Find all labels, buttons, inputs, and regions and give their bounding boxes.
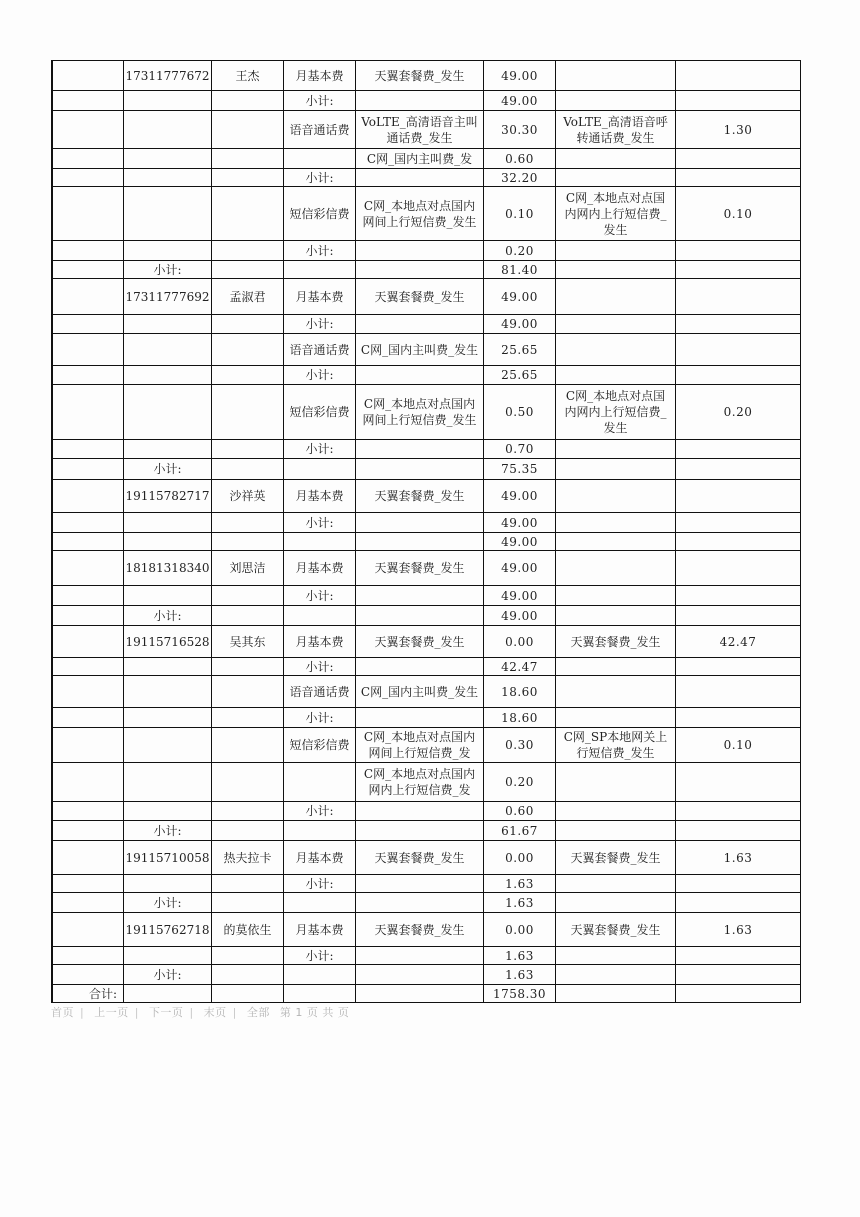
cell-amount-2 <box>676 169 800 186</box>
cell-fee-category: 小计: <box>305 515 334 530</box>
cell-customer-name <box>212 261 283 278</box>
cell-phone-number <box>124 513 211 532</box>
cell-total-label <box>54 440 123 458</box>
cell-fee-item-2 <box>556 513 675 532</box>
cell-amount: 0.30 <box>505 738 534 752</box>
cell-amount-2: 0.20 <box>723 405 753 419</box>
cell-total-label <box>54 708 123 727</box>
cell-amount: 0.00 <box>505 634 534 649</box>
cell-total-label <box>54 149 123 168</box>
cell-amount: 49.00 <box>501 515 538 530</box>
cell-fee-item-2 <box>556 241 675 260</box>
cell-customer-name <box>212 586 283 605</box>
cell-customer-name <box>212 366 283 384</box>
cell-total-label <box>54 241 123 260</box>
cell-amount-2 <box>676 480 800 512</box>
cell-fee-item <box>356 947 483 964</box>
cell-fee-category: 小计: <box>305 876 334 891</box>
cell-phone-number <box>124 676 211 707</box>
cell-amount: 25.65 <box>501 342 538 357</box>
cell-total-label <box>54 728 123 762</box>
cell-total-label <box>54 480 123 512</box>
cell-customer-name <box>212 187 283 240</box>
pagination: 首页 | 上一页 | 下一页 | 末页 | 全部 第 1 页 共 页 <box>51 1006 350 1019</box>
cell-amount: 0.00 <box>505 850 534 865</box>
cell-customer-name <box>212 334 283 365</box>
cell-amount-2 <box>676 708 800 727</box>
cell-fee-item: C网_本地点对点国内网间上行短信费_发 <box>363 730 476 760</box>
cell-fee-category <box>284 606 355 625</box>
cell-customer-name <box>212 315 283 333</box>
cell-fee-item: 天翼套餐费_发生 <box>374 634 465 649</box>
cell-fee-item <box>356 606 483 625</box>
cell-fee-item <box>356 440 483 458</box>
cell-fee-item <box>356 459 483 479</box>
cell-customer-name: 吴其东 <box>229 634 266 649</box>
cell-fee-item-2 <box>556 533 675 550</box>
cell-amount-2 <box>676 459 800 479</box>
cell-fee-item <box>356 586 483 605</box>
cell-phone-number: 小计: <box>153 608 182 623</box>
cell-fee-category: 月基本费 <box>295 489 344 503</box>
cell-amount-2 <box>676 802 800 820</box>
cell-customer-name <box>212 875 283 892</box>
cell-amount: 0.20 <box>505 775 534 789</box>
cell-customer-name: 热夫拉卡 <box>223 850 272 865</box>
cell-total-label <box>54 913 123 946</box>
cell-fee-item-2 <box>556 658 675 675</box>
cell-phone-number: 19115762718 <box>125 922 210 937</box>
cell-fee-category: 语音通话费 <box>289 684 350 699</box>
cell-amount-2 <box>676 676 800 707</box>
cell-customer-name <box>212 893 283 912</box>
cell-fee-category: 小计: <box>305 948 334 963</box>
cell-amount-2 <box>676 315 800 333</box>
last-page-link[interactable]: 末页 <box>203 1006 227 1019</box>
cell-fee-item-2 <box>556 947 675 964</box>
cell-total-label <box>54 821 123 840</box>
cell-phone-number <box>124 334 211 365</box>
cell-fee-item: 天翼套餐费_发生 <box>374 68 465 83</box>
cell-amount-2 <box>676 61 800 90</box>
cell-phone-number <box>124 366 211 384</box>
cell-customer-name <box>212 149 283 168</box>
cell-fee-category: 小计: <box>305 588 334 603</box>
cell-amount-2 <box>676 947 800 964</box>
cell-fee-category: 月基本费 <box>295 850 344 865</box>
cell-fee-item-2 <box>556 61 675 90</box>
grid-vline <box>800 60 801 1003</box>
cell-amount: 1.63 <box>505 948 534 963</box>
cell-customer-name: 刘思洁 <box>229 561 266 575</box>
cell-amount: 1.63 <box>505 895 534 910</box>
cell-phone-number <box>124 802 211 820</box>
cell-fee-item <box>356 965 483 984</box>
cell-fee-category: 语音通话费 <box>289 122 350 137</box>
cell-amount-2: 1.63 <box>723 850 753 865</box>
cell-amount-2: 1.63 <box>723 922 753 937</box>
cell-amount-2: 0.10 <box>723 738 753 752</box>
cell-fee-item-2 <box>556 676 675 707</box>
cell-customer-name <box>212 985 283 1002</box>
cell-amount-2: 1.30 <box>723 122 753 137</box>
cell-total-label <box>54 802 123 820</box>
cell-customer-name <box>212 947 283 964</box>
cell-amount: 1758.30 <box>492 986 547 1001</box>
cell-fee-item-2: 天翼套餐费_发生 <box>570 634 661 649</box>
cell-amount: 81.40 <box>501 262 538 277</box>
cell-fee-item <box>356 708 483 727</box>
cell-phone-number <box>124 241 211 260</box>
cell-fee-item-2 <box>556 708 675 727</box>
cell-fee-item-2 <box>556 893 675 912</box>
cell-phone-number: 小计: <box>153 462 182 476</box>
cell-phone-number <box>124 440 211 458</box>
cell-amount: 18.60 <box>501 710 538 725</box>
cell-fee-item <box>356 802 483 820</box>
cell-fee-category: 语音通话费 <box>289 342 350 357</box>
cell-phone-number <box>124 728 211 762</box>
cell-phone-number: 19115716528 <box>125 634 210 649</box>
cell-fee-item <box>356 91 483 110</box>
cell-fee-category <box>284 893 355 912</box>
cell-fee-item: 天翼套餐费_发生 <box>374 850 465 865</box>
cell-fee-item-2 <box>556 279 675 314</box>
cell-amount-2 <box>676 821 800 840</box>
cell-amount-2 <box>676 965 800 984</box>
cell-amount-2 <box>676 533 800 550</box>
cell-fee-category <box>284 965 355 984</box>
cell-amount-2: 0.10 <box>723 206 753 221</box>
grid-vline <box>51 60 53 1003</box>
cell-amount-2 <box>676 606 800 625</box>
cell-fee-item <box>356 315 483 333</box>
grid-hline <box>51 1002 801 1003</box>
cell-phone-number <box>124 533 211 550</box>
cell-total-label <box>54 676 123 707</box>
cell-phone-number <box>124 763 211 801</box>
cell-customer-name <box>212 821 283 840</box>
cell-amount-2 <box>676 586 800 605</box>
cell-amount: 1.63 <box>505 967 534 982</box>
cell-phone-number <box>124 149 211 168</box>
cell-total-label <box>54 763 123 801</box>
cell-phone-number: 小计: <box>153 895 182 910</box>
cell-fee-category <box>284 149 355 168</box>
cell-fee-item: C网_国内主叫费_发生 <box>360 342 479 357</box>
cell-fee-category: 小计: <box>305 368 334 382</box>
cell-customer-name <box>212 385 283 439</box>
cell-amount-2 <box>676 440 800 458</box>
cell-fee-item <box>356 893 483 912</box>
cell-fee-item: C网_本地点对点国内网内上行短信费_发 <box>363 767 476 797</box>
cell-total-label <box>54 366 123 384</box>
cell-fee-category <box>284 763 355 801</box>
cell-total-label <box>54 533 123 550</box>
cell-phone-number: 19115710058 <box>125 850 210 865</box>
cell-fee-category: 月基本费 <box>295 289 344 304</box>
cell-fee-item-2 <box>556 149 675 168</box>
cell-amount: 49.00 <box>501 289 538 304</box>
cell-fee-item <box>356 366 483 384</box>
cell-customer-name <box>212 606 283 625</box>
cell-amount: 49.00 <box>501 68 538 83</box>
cell-total-label <box>54 947 123 964</box>
cell-phone-number: 18181318340 <box>125 561 210 575</box>
cell-phone-number <box>124 187 211 240</box>
cell-amount-2 <box>676 149 800 168</box>
cell-fee-item-2 <box>556 551 675 585</box>
cell-amount: 49.00 <box>501 93 538 108</box>
cell-fee-category: 小计: <box>305 93 334 108</box>
cell-fee-category <box>284 459 355 479</box>
cell-fee-item <box>356 821 483 840</box>
cell-total-label <box>54 459 123 479</box>
cell-fee-item <box>356 241 483 260</box>
cell-fee-category: 短信彩信费 <box>289 206 350 221</box>
cell-fee-item <box>356 985 483 1002</box>
cell-amount-2 <box>676 261 800 278</box>
cell-amount: 18.60 <box>501 684 538 699</box>
cell-fee-category: 小计: <box>305 317 334 331</box>
cell-amount: 0.70 <box>505 442 534 456</box>
cell-fee-item-2: 天翼套餐费_发生 <box>570 850 661 865</box>
cell-fee-category: 小计: <box>305 170 334 185</box>
cell-fee-item-2 <box>556 91 675 110</box>
cell-fee-item-2 <box>556 875 675 892</box>
cell-total-label <box>54 875 123 892</box>
cell-phone-number <box>124 708 211 727</box>
cell-phone-number <box>124 111 211 148</box>
cell-customer-name <box>212 676 283 707</box>
cell-amount-2 <box>676 893 800 912</box>
cell-amount-2 <box>676 875 800 892</box>
cell-amount-2 <box>676 985 800 1002</box>
cell-phone-number <box>124 658 211 675</box>
cell-fee-item: C网_本地点对点国内网间上行短信费_发生 <box>362 198 477 229</box>
cell-amount-2 <box>676 513 800 532</box>
cell-customer-name <box>212 728 283 762</box>
cell-customer-name: 沙祥英 <box>229 489 266 503</box>
cell-total-label <box>54 626 123 657</box>
cell-amount: 0.60 <box>505 804 534 818</box>
cell-customer-name <box>212 763 283 801</box>
cell-fee-category: 小计: <box>305 710 334 725</box>
cell-fee-category: 小计: <box>305 659 334 674</box>
cell-fee-item-2 <box>556 965 675 984</box>
cell-total-label <box>54 551 123 585</box>
cell-total-label <box>54 606 123 625</box>
cell-amount: 75.35 <box>501 462 538 476</box>
cell-phone-number: 17311777692 <box>125 289 210 304</box>
cell-phone-number <box>124 169 211 186</box>
cell-amount: 49.00 <box>501 608 538 623</box>
cell-phone-number <box>124 947 211 964</box>
cell-amount: 49.00 <box>501 534 538 549</box>
cell-fee-category: 月基本费 <box>295 68 344 83</box>
prev-page-link[interactable]: 上一页 <box>94 1006 129 1019</box>
cell-customer-name: 的莫依生 <box>223 922 272 937</box>
cell-phone-number: 小计: <box>153 967 182 982</box>
cell-amount-2 <box>676 241 800 260</box>
cell-total-label <box>54 279 123 314</box>
cell-fee-item: VoLTE_高清语音主叫通话费_发生 <box>361 114 478 145</box>
cell-amount: 49.00 <box>501 561 538 575</box>
cell-fee-item <box>356 513 483 532</box>
cell-amount-2 <box>676 334 800 365</box>
cell-fee-category <box>284 261 355 278</box>
cell-amount-2: 42.47 <box>719 634 757 649</box>
cell-total-label <box>54 315 123 333</box>
cell-total-label <box>54 187 123 240</box>
cell-amount-2 <box>676 279 800 314</box>
cell-total-label <box>54 513 123 532</box>
cell-amount: 61.67 <box>501 823 538 838</box>
cell-total-label <box>54 586 123 605</box>
cell-total-label <box>54 111 123 148</box>
cell-fee-item-2 <box>556 440 675 458</box>
cell-fee-item-2: C网_SP本地网关上行短信费_发生 <box>563 730 668 760</box>
cell-fee-item-2 <box>556 606 675 625</box>
cell-customer-name <box>212 91 283 110</box>
cell-fee-item-2 <box>556 261 675 278</box>
cell-amount: 1.63 <box>505 876 534 891</box>
cell-fee-category: 小计: <box>305 243 334 258</box>
cell-total-label <box>54 261 123 278</box>
cell-fee-item-2 <box>556 586 675 605</box>
cell-phone-number <box>124 586 211 605</box>
cell-amount: 42.47 <box>501 659 538 674</box>
cell-customer-name <box>212 111 283 148</box>
cell-amount: 25.65 <box>501 368 538 382</box>
cell-amount: 0.20 <box>505 243 534 258</box>
cell-customer-name <box>212 169 283 186</box>
cell-fee-item-2: 天翼套餐费_发生 <box>570 922 661 937</box>
cell-fee-category: 月基本费 <box>295 922 344 937</box>
cell-customer-name <box>212 658 283 675</box>
cell-fee-category <box>284 821 355 840</box>
cell-fee-item: 天翼套餐费_发生 <box>374 489 465 503</box>
cell-fee-category: 短信彩信费 <box>289 405 350 419</box>
cell-fee-category: 月基本费 <box>295 561 344 575</box>
cell-total-label <box>54 893 123 912</box>
cell-fee-item <box>356 533 483 550</box>
cell-amount: 0.10 <box>505 206 534 221</box>
cell-customer-name <box>212 459 283 479</box>
cell-phone-number: 小计: <box>153 823 182 838</box>
cell-amount-2 <box>676 658 800 675</box>
cell-fee-item-2 <box>556 366 675 384</box>
cell-amount-2 <box>676 763 800 801</box>
cell-amount-2 <box>676 366 800 384</box>
cell-fee-category <box>284 533 355 550</box>
cell-fee-item: 天翼套餐费_发生 <box>374 922 465 937</box>
cell-total-label <box>54 841 123 874</box>
cell-fee-item: C网_国内主叫费_发生 <box>360 684 479 699</box>
cell-phone-number <box>124 385 211 439</box>
cell-fee-item: 天翼套餐费_发生 <box>374 561 465 575</box>
cell-fee-item-2: C网_本地点对点国内网内上行短信费_发生 <box>564 389 667 435</box>
cell-amount-2 <box>676 91 800 110</box>
cell-amount: 30.30 <box>501 122 538 137</box>
cell-amount-2 <box>676 551 800 585</box>
cell-fee-category: 小计: <box>305 442 334 456</box>
cell-customer-name <box>212 241 283 260</box>
cell-total-label <box>54 385 123 439</box>
cell-fee-item <box>356 658 483 675</box>
cell-customer-name <box>212 802 283 820</box>
cell-fee-item-2 <box>556 821 675 840</box>
cell-phone-number <box>124 985 211 1002</box>
cell-customer-name: 王杰 <box>235 68 260 83</box>
cell-fee-item-2 <box>556 315 675 333</box>
cell-phone-number <box>124 875 211 892</box>
next-page-link[interactable]: 下一页 <box>148 1006 184 1019</box>
cell-total-label <box>54 91 123 110</box>
cell-customer-name <box>212 513 283 532</box>
cell-fee-category: 月基本费 <box>295 634 344 649</box>
cell-fee-item-2 <box>556 480 675 512</box>
cell-fee-item: C网_本地点对点国内网间上行短信费_发生 <box>362 397 477 427</box>
cell-fee-item-2 <box>556 169 675 186</box>
cell-amount: 49.00 <box>501 317 538 331</box>
cell-amount: 49.00 <box>501 489 538 503</box>
cell-phone-number: 17311777672 <box>125 68 210 83</box>
cell-total-label <box>54 658 123 675</box>
cell-customer-name <box>212 440 283 458</box>
cell-fee-item: C网_国内主叫费_发 <box>366 151 473 166</box>
cell-total-label <box>54 334 123 365</box>
cell-fee-item-2 <box>556 763 675 801</box>
cell-fee-item-2 <box>556 985 675 1002</box>
cell-amount: 0.50 <box>505 405 534 419</box>
cell-amount: 0.60 <box>505 151 534 166</box>
page-info: 第 1 页 共 页 <box>279 1006 350 1019</box>
cell-customer-name <box>212 708 283 727</box>
cell-customer-name <box>212 965 283 984</box>
cell-phone-number <box>124 91 211 110</box>
cell-customer-name <box>212 533 283 550</box>
cell-fee-category: 小计: <box>305 804 334 818</box>
cell-total-label <box>54 965 123 984</box>
cell-fee-item-2: VoLTE_高清语音呼转通话费_发生 <box>563 114 668 145</box>
cell-phone-number <box>124 315 211 333</box>
cell-amount: 32.20 <box>501 170 538 185</box>
cell-total-label <box>54 61 123 90</box>
cell-fee-category <box>284 985 355 1002</box>
cell-fee-item <box>356 169 483 186</box>
cell-fee-item: 天翼套餐费_发生 <box>374 289 465 304</box>
cell-phone-number: 小计: <box>153 262 182 277</box>
cell-fee-item-2 <box>556 802 675 820</box>
all-pages-link[interactable]: 全部 <box>246 1006 270 1019</box>
cell-fee-category: 短信彩信费 <box>289 738 350 752</box>
cell-fee-item <box>356 261 483 278</box>
cell-customer-name: 孟淑君 <box>229 289 266 304</box>
cell-fee-item-2 <box>556 334 675 365</box>
cell-total-label <box>54 169 123 186</box>
first-page-link[interactable]: 首页 <box>51 1006 74 1019</box>
cell-fee-item-2 <box>556 459 675 479</box>
cell-total-label: 合计: <box>88 986 117 1001</box>
cell-amount: 0.00 <box>505 922 534 937</box>
cell-fee-item-2: C网_本地点对点国内网内上行短信费_发生 <box>564 190 667 237</box>
cell-phone-number: 19115782717 <box>125 489 210 503</box>
cell-fee-item <box>356 875 483 892</box>
cell-amount: 49.00 <box>501 588 538 603</box>
